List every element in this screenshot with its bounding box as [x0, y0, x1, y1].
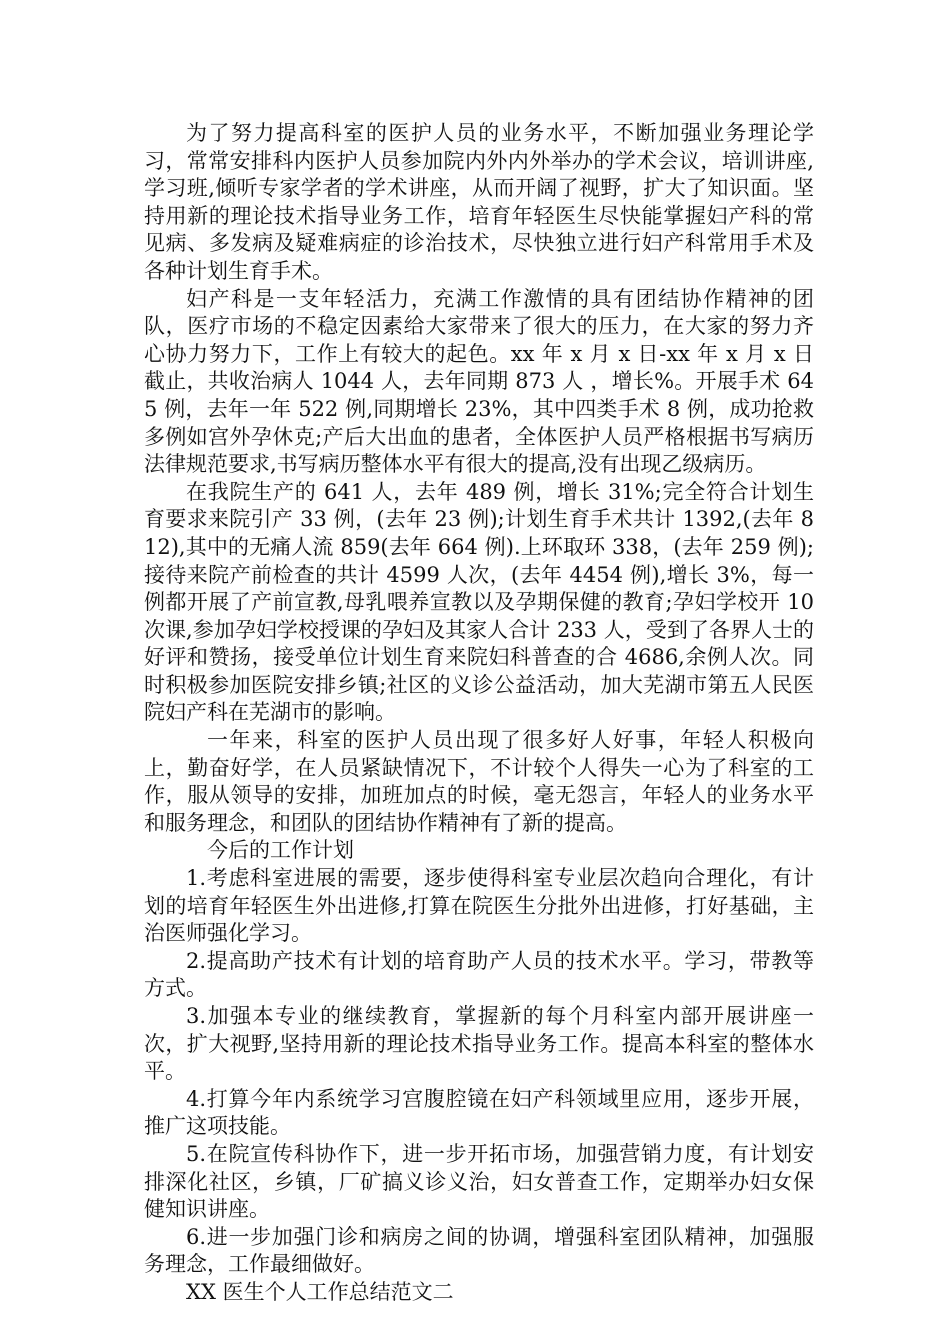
section-heading-future-plan: 今后的工作计划 — [207, 838, 354, 863]
plan-item-6: 6.进一步加强门诊和病房之间的协调，增强科室团队精神，加强服务理念，工作最细做好。 — [144, 1224, 814, 1277]
paragraph-team-spirit: 一年来，科室的医护人员出现了很多好人好事，年轻人积极向上，勤奋好学，在人员紧缺情况下，不计较个人得失一心为了科室的工作，服从领导的安排，加班加点的时候，毫无怨言，年轻人的业务水平和服务理念，和团队的团结协作精神有了新的提高。 — [144, 728, 814, 835]
paragraph-department-overview: 妇产科是一支年轻活力，充满工作激情的具有团结协作精神的团队，医疗市场的不稳定因素给大家带来了很大的压力，在大家的努力齐心协力努力下，工作上有较大的起色。xx 年 x 月 x 日-xx 年 x 月 x 日截止，共收治病人 1044 人，去年同期 873 人 ，增长%。开展手术 645 例，去年一年 522 例,同期增长 23%，其中四类手术 8 例，成功抢救多例如宫外孕休克;产后大出血的患者，全体医护人员严格根据书写病历法律规范要求,书写病历整体水平有很大的提高,没有出现乙级病历。 — [144, 286, 814, 477]
next-section-title: XX 医生个人工作总结范文二 — [186, 1279, 454, 1304]
plan-item-4: 4.打算今年内系统学习宫腹腔镜在妇产科领域里应用，逐步开展，推广这项技能。 — [144, 1086, 814, 1139]
plan-item-2: 2.提高助产技术有计划的培育助产人员的技术水平。学习，带教等方式。 — [144, 948, 814, 1001]
paragraph-statistics: 在我院生产的 641 人，去年 489 例，增长 31%;完全符合计划生育要求来院引产 33 例，(去年 23 例);计划生育手术共计 1392,(去年 812),其中的无痛人流 859(去年 664 例).上环取环 338，(去年 259 例);接待来院产前检查的共计 4599 人次，(去年 4454 例),增长 3%，每一例都开展了产前宣教,母乳喂养宣教以及孕期保健的教育;孕妇学校开 10 次课,参加孕妇学校授课的孕妇及其家人合计 233 人，受到了各界人士的好评和赞扬，接受单位计划生育来院妇科普查的合 4686,余例人次。同时积极参加医院安排乡镇;社区的义诊公益活动，加大芜湖市第五人民医院妇产科在芜湖市的影响。 — [144, 479, 814, 725]
plan-item-5: 5.在院宣传科协作下，进一步开拓市场，加强营销力度，有计划安排深化社区，乡镇，厂矿搞义诊义治，妇女普查工作，定期举办妇女保健知识讲座。 — [144, 1141, 814, 1222]
plan-item-3: 3.加强本专业的继续教育，掌握新的每个月科室内部开展讲座一次，扩大视野,坚持用新的理论技术指导业务工作。提高本科室的整体水平。 — [144, 1004, 814, 1084]
plan-item-1: 1.考虑科室进展的需要，逐步使得科室专业层次趋向合理化，有计划的培育年轻医生外出进修,打算在院医生分批外出进修，打好基础，主治医师强化学习。 — [144, 866, 814, 946]
document-body — [144, 120, 814, 1307]
paragraph-study: 为了努力提高科室的医护人员的业务水平，不断加强业务理论学习，常常安排科内医护人员参加院内外内外举办的学术会议，培训讲座,学习班,倾听专家学者的学术讲座，从而开阔了视野，扩大了知识面。坚持用新的理论技术指导业务工作，培育年轻医生尽快能掌握妇产科的常见病、多发病及疑难病症的诊治技术，尽快独立进行妇产科常用手术及各种计划生育手术。 — [144, 121, 814, 283]
